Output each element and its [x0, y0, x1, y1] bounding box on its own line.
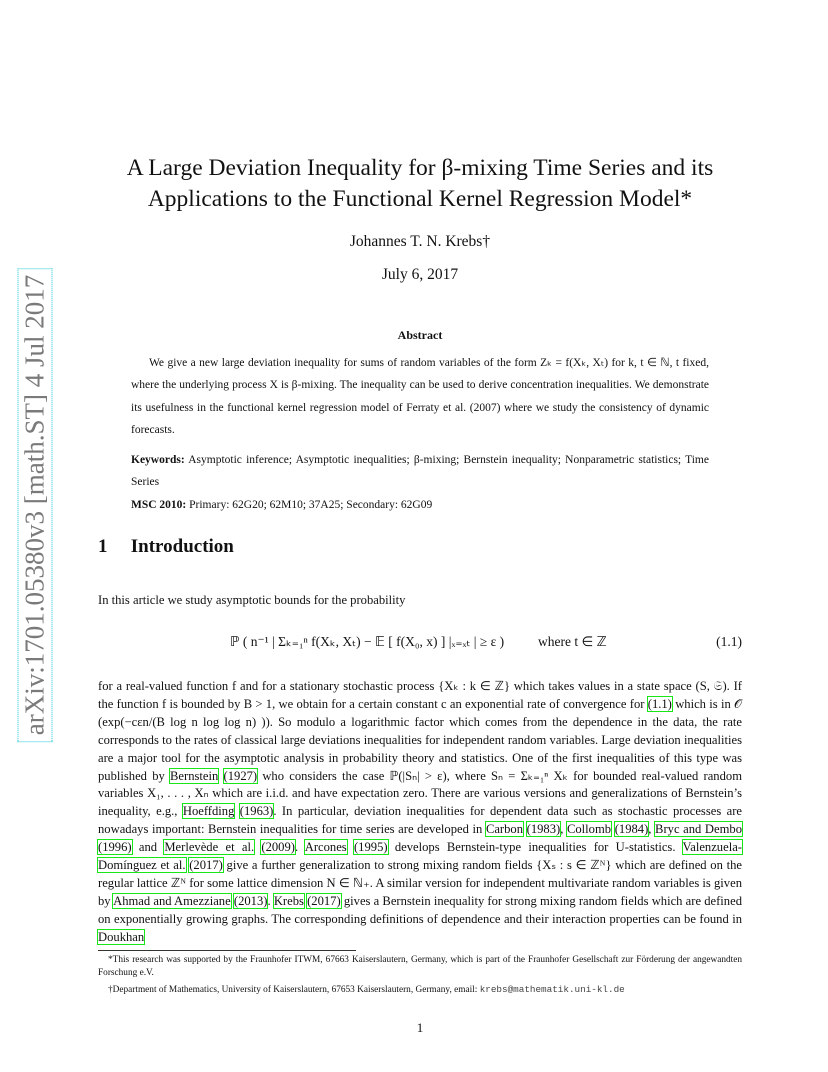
intro-sentence: In this article we study asymptotic bounds for the probability	[98, 593, 406, 607]
section-title: Introduction	[130, 536, 234, 557]
citation-carbon[interactable]: Carbon	[485, 822, 524, 837]
citation-arcones-year[interactable]: (1995)	[353, 840, 388, 855]
citation-valenzuela-year[interactable]: (2017)	[189, 858, 223, 873]
citation-hoeffding-year[interactable]: (1963)	[239, 804, 274, 819]
citation-carbon-year[interactable]: (1983)	[526, 822, 561, 837]
footnote-affiliation-text: †Department of Mathematics, University of Kaiserslautern, 67653 Kaiserslautern, Germany, email:	[108, 985, 480, 995]
citation-bernstein-year[interactable]: (1927)	[223, 768, 258, 783]
citation-hoeffding[interactable]: Hoeffding	[182, 804, 235, 819]
title-line-1: A Large Deviation Inequality for β-mixing Time Series and its	[126, 155, 714, 181]
keywords	[131, 449, 709, 494]
paragraph-text: .	[267, 893, 274, 908]
msc-classification	[131, 494, 709, 516]
section-number: 1	[98, 536, 108, 557]
title-line-2: Applications to the Functional Kernel Regression Model*	[147, 186, 693, 212]
keywords-label: Keywords:	[131, 454, 185, 466]
paragraph-text: who considers the case ℙ(|Sₙ| > ε), where Sₙ = Σₖ₌₁ⁿ Xₖ for bounded real-valued random variables X₁, . . . , Xₙ which are i.i.d. and have expectation zero. There are various versions and generalizations of Bernstein’s inequality, e.g.,	[98, 768, 742, 819]
paper-title	[100, 153, 740, 215]
citation-bryc-dembo[interactable]: Bryc and Dembo	[655, 822, 743, 837]
citation-ahmad-amezziane-year[interactable]: (2013)	[233, 893, 268, 908]
citation-bernstein[interactable]: Bernstein	[170, 768, 219, 783]
paragraph-text: which is in 𝒪 (exp(−cεn/(B log n log log n) )). So modulo a logarithmic factor which comes from the dependence in the data, the rate corresponds to the rates of classical large deviations inequalities for independent random variables. Large deviation inequalities are a major tool for the asymptotic analysis in probability theory and statistics. One of the first inequalities of this type was published by	[98, 696, 742, 783]
equation-condition: where t ∈ ℤ	[538, 634, 607, 649]
paragraph-text: ,	[648, 822, 656, 837]
equation-expression: ℙ ( n⁻¹ | Σₖ₌₁ⁿ f(Xₖ, Xₜ) − 𝔼 [ f(X₀, x) ] |ₓ₌ₓₜ | ≥ ε )	[230, 634, 505, 649]
paragraph-text: gives a Bernstein inequality for strong mixing random fields which are defined on exponentially growing graphs. The corresponding definitions of dependence and their interaction properties can be found in	[98, 893, 742, 926]
arxiv-identifier[interactable]: arXiv:1701.05380v3 [math.ST] 4 Jul 2017	[18, 268, 53, 742]
paragraph-text: and	[131, 840, 165, 855]
citation-ahmad-amezziane[interactable]: Ahmad and Amezziane	[113, 893, 231, 908]
equation-label: (1.1)	[716, 634, 742, 649]
paragraph-text: .	[294, 840, 305, 855]
citation-arcones[interactable]: Arcones	[304, 840, 347, 855]
paper-date: July 6, 2017	[381, 266, 459, 283]
citation-bryc-dembo-year[interactable]: (1996)	[98, 840, 132, 855]
citation-collomb-year[interactable]: (1984)	[614, 822, 649, 837]
paragraph-text: develops Bernstein-type inequalities for U-statistics.	[387, 840, 683, 855]
abstract-text: We give a new large deviation inequality for sums of random variables of the form Zₖ = f(Xₖ, Xₜ) for k, t ∈ ℕ, t fixed, where the underlying process X is β-mixing. The inequality can be used to derive concentration inequalities. We demonstrate its usefulness in the functional kernel regression model of Ferraty et al. (2007) where we study the consistency of dynamic forecasts.	[131, 357, 709, 437]
equation-ref-link[interactable]: (1.1)	[647, 696, 672, 711]
citation-merlevede[interactable]: Merlevède et al.	[164, 840, 255, 855]
citation-doukhan[interactable]: Doukhan	[98, 929, 145, 944]
paragraph-text: give a further generalization to strong mixing random fields {Xₛ : s ∈ ℤᴺ} which are defined on the regular lattice ℤᴺ for some lattice dimension N ∈ ℕ₊. A similar version for independent multivariate random variables is given by	[98, 858, 742, 908]
arxiv-sidebar	[10, 265, 60, 745]
intro-paragraph	[98, 678, 742, 947]
paragraph-text: . In particular, deviation inequalities for dependent data such as stochastic processes are nowadays important: Bernstein inequalities for time series are developed in	[98, 804, 743, 837]
page-number: 1	[416, 1020, 424, 1035]
msc-label: MSC 2010:	[131, 499, 187, 511]
citation-collomb[interactable]: Collomb	[566, 822, 612, 837]
citation-krebs-year[interactable]: (2017)	[307, 893, 341, 908]
footnote-affiliation	[98, 983, 742, 997]
footnote-divider	[98, 950, 356, 951]
msc-text: Primary: 62G20; 62M10; 37A25; Secondary: 62G09	[189, 499, 433, 511]
equation-1-1	[230, 626, 742, 670]
paragraph-text: for a real-valued function f and for a stationary stochastic process {Xₖ : k ∈ ℤ} which takes values in a state space (S, 𝔖). If the function f is bounded by B > 1, we obtain for a certain constant c an exponential rate of convergence for	[98, 679, 742, 711]
paragraph-text: ,	[560, 822, 567, 837]
keywords-text: Asymptotic inference; Asymptotic inequalities; β-mixing; Bernstein inequality; Nonparametric statistics; Time Series	[131, 454, 709, 489]
citation-valenzuela[interactable]: Valenzuela-Domínguez et al.	[98, 840, 742, 873]
section-heading	[98, 536, 234, 558]
citation-merlevede-year[interactable]: (2009)	[261, 840, 295, 855]
footnote-funding: *This research was supported by the Fraunhofer ITWM, 67663 Kaiserslautern, Germany, which is part of the Fraunhofer Gesellschaft zur Förderung der angewandten Forschung e.V.	[98, 955, 742, 978]
author-name: Johannes T. N. Krebs†	[349, 233, 491, 250]
citation-krebs[interactable]: Krebs	[273, 893, 304, 908]
author-email: krebs@mathematik.uni-kl.de	[479, 984, 625, 995]
abstract-heading: Abstract	[397, 328, 443, 342]
